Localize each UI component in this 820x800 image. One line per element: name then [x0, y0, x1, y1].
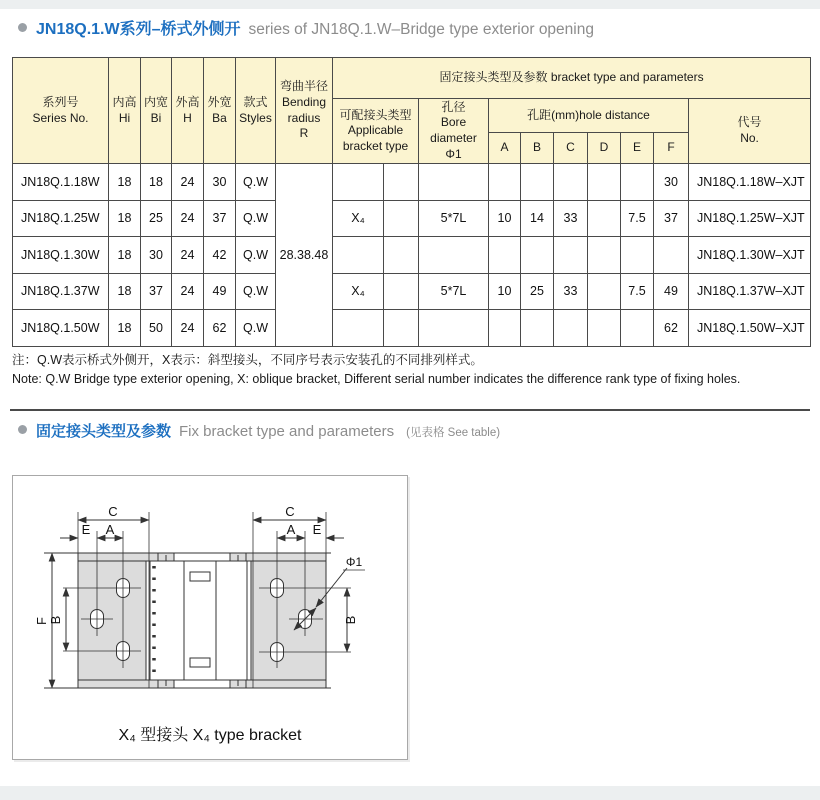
- bracket-diagram-panel: [12, 475, 408, 760]
- cell-c: [554, 310, 588, 347]
- cell-d: [588, 273, 621, 310]
- col-header-b: B: [521, 133, 554, 164]
- cell-e: 7.5: [621, 200, 654, 237]
- cell-b: [521, 310, 554, 347]
- cell-b: 25: [521, 273, 554, 310]
- cell-b: [521, 237, 554, 274]
- cell-ba: 30: [204, 164, 236, 201]
- cell-style: Q.W: [236, 200, 276, 237]
- dim-label-f: F: [34, 617, 49, 625]
- cell-h: 24: [172, 237, 204, 274]
- cell-bi: 25: [141, 200, 172, 237]
- cell-f: 37: [654, 200, 689, 237]
- dim-label-a-right: A: [286, 522, 296, 537]
- cell-bi: 18: [141, 164, 172, 201]
- section-divider: [10, 409, 810, 411]
- col-header-h: 外高 H: [172, 58, 204, 164]
- cell-c: 33: [554, 273, 588, 310]
- cell-ba: 42: [204, 237, 236, 274]
- cell-ba: 62: [204, 310, 236, 347]
- section2-title-zh: 固定接头类型及参数: [36, 423, 172, 440]
- cell-h: 24: [172, 200, 204, 237]
- cell-b: [521, 164, 554, 201]
- cell-bi: 50: [141, 310, 172, 347]
- cell-a: [489, 310, 521, 347]
- note-zh: 注：Q.W表示桥式外侧开，X表示：斜型接头，不同序号表示安装孔的不同排列样式。: [12, 353, 483, 367]
- dim-label-a-left: A: [105, 522, 115, 537]
- cell-f: 62: [654, 310, 689, 347]
- cell-b: 14: [521, 200, 554, 237]
- section1-title-en: series of JN18Q.1.W–Bridge type exterior opening: [248, 21, 594, 38]
- cell-no: JN18Q.1.37W–XJT: [689, 273, 811, 310]
- cell-ba: 37: [204, 200, 236, 237]
- table-row: [13, 200, 811, 237]
- cell-h: 24: [172, 164, 204, 201]
- col-header-bore-diameter: 孔径 Bore diameter Φ1: [419, 99, 489, 164]
- section2-title-en: Fix bracket type and parameters: [179, 423, 395, 440]
- cell-f: 30: [654, 164, 689, 201]
- diagram-caption: X₄ 型接头 X₄ type bracket: [118, 727, 302, 744]
- cell-no: JN18Q.1.18W–XJT: [689, 164, 811, 201]
- cell-x2: [384, 237, 419, 274]
- cell-x2: [384, 164, 419, 201]
- note-en: Note: Q.W Bridge type exterior opening, X: oblique bracket, Different serial number indicates the difference rank type of fixing holes.: [12, 372, 741, 386]
- cell-bi: 37: [141, 273, 172, 310]
- spec-table-head: [13, 58, 811, 164]
- page-bottom-strip: [0, 786, 820, 800]
- cell-h: 24: [172, 273, 204, 310]
- bullet-icon: [18, 23, 27, 32]
- cell-d: [588, 237, 621, 274]
- dim-label-c-right: C: [285, 504, 295, 519]
- col-header-group-bracket: 固定接头类型及参数 bracket type and parameters: [333, 58, 811, 99]
- cell-x: X₄: [333, 200, 384, 237]
- cell-c: [554, 237, 588, 274]
- cell-bending-radius: 28.38.48: [276, 164, 333, 347]
- cell-style: Q.W: [236, 310, 276, 347]
- cell-e: [621, 237, 654, 274]
- cell-d: [588, 164, 621, 201]
- cell-x2: [384, 273, 419, 310]
- col-header-c: C: [554, 133, 588, 164]
- cell-no: JN18Q.1.25W–XJT: [689, 200, 811, 237]
- table-row: [13, 237, 811, 274]
- bullet-icon: [18, 425, 27, 434]
- cell-bore: [419, 237, 489, 274]
- cell-f: 49: [654, 273, 689, 310]
- cell-x: [333, 164, 384, 201]
- dim-label-b-left: B: [48, 615, 63, 625]
- cell-style: Q.W: [236, 273, 276, 310]
- col-header-a: A: [489, 133, 521, 164]
- cell-x2: [384, 200, 419, 237]
- cell-bore: 5*7L: [419, 200, 489, 237]
- section1-title: [18, 16, 594, 39]
- dim-label-b-right: B: [343, 615, 358, 625]
- spec-table: [12, 57, 811, 347]
- cell-no: JN18Q.1.50W–XJT: [689, 310, 811, 347]
- cell-h: 24: [172, 310, 204, 347]
- col-header-series: 系列号 Series No.: [13, 58, 109, 164]
- col-header-applicable-bracket: 可配接头类型 Applicable bracket type: [333, 99, 419, 164]
- cell-series: JN18Q.1.25W: [13, 200, 109, 237]
- col-header-d: D: [588, 133, 621, 164]
- cell-d: [588, 200, 621, 237]
- cell-bore: [419, 164, 489, 201]
- col-header-styles: 款式 Styles: [236, 58, 276, 164]
- col-header-bi: 内宽 Bi: [141, 58, 172, 164]
- cell-ba: 49: [204, 273, 236, 310]
- cell-style: Q.W: [236, 237, 276, 274]
- cell-x2: [384, 310, 419, 347]
- cell-x: [333, 237, 384, 274]
- table-row: [13, 164, 811, 201]
- dim-label-e-right: E: [312, 522, 322, 537]
- section2-title-hint: (见表格 See table): [406, 427, 501, 439]
- cell-no: JN18Q.1.30W–XJT: [689, 237, 811, 274]
- cell-bore: 5*7L: [419, 273, 489, 310]
- cell-hi: 18: [109, 164, 141, 201]
- cell-e: [621, 310, 654, 347]
- dim-label-phi: Φ1: [345, 555, 363, 569]
- section1-title-zh: JN18Q.1.W系列–桥式外侧开: [36, 21, 241, 38]
- table-row: [13, 273, 811, 310]
- cell-c: 33: [554, 200, 588, 237]
- cell-e: 7.5: [621, 273, 654, 310]
- page-top-strip: [0, 0, 820, 9]
- col-header-f: F: [654, 133, 689, 164]
- cell-f: [654, 237, 689, 274]
- cell-hi: 18: [109, 237, 141, 274]
- col-header-bending-radius: 弯曲半径 Bending radius R: [276, 58, 333, 164]
- cell-hi: 18: [109, 200, 141, 237]
- cell-x: [333, 310, 384, 347]
- table-row: [13, 310, 811, 347]
- cell-x: X₄: [333, 273, 384, 310]
- bracket-plates: [44, 553, 331, 688]
- col-header-hole-distance: 孔距(mm)hole distance: [489, 99, 689, 133]
- cell-c: [554, 164, 588, 201]
- dim-label-e-left: E: [81, 522, 91, 537]
- spec-table-body: [13, 164, 811, 347]
- cell-d: [588, 310, 621, 347]
- col-header-no: 代号 No.: [689, 99, 811, 164]
- col-header-hi: 内高 Hi: [109, 58, 141, 164]
- cell-a: 10: [489, 200, 521, 237]
- cell-bi: 30: [141, 237, 172, 274]
- col-header-e: E: [621, 133, 654, 164]
- table-notes: [12, 351, 740, 389]
- bracket-technical-drawing: [13, 476, 407, 716]
- cell-e: [621, 164, 654, 201]
- cell-series: JN18Q.1.37W: [13, 273, 109, 310]
- cell-style: Q.W: [236, 164, 276, 201]
- cell-hi: 18: [109, 273, 141, 310]
- cell-a: [489, 237, 521, 274]
- cell-bore: [419, 310, 489, 347]
- cell-series: JN18Q.1.18W: [13, 164, 109, 201]
- dim-label-c-left: C: [108, 504, 118, 519]
- cell-a: 10: [489, 273, 521, 310]
- cell-a: [489, 164, 521, 201]
- col-header-ba: 外宽 Ba: [204, 58, 236, 164]
- section2-title: [18, 420, 500, 441]
- cell-series: JN18Q.1.30W: [13, 237, 109, 274]
- cell-series: JN18Q.1.50W: [13, 310, 109, 347]
- cell-hi: 18: [109, 310, 141, 347]
